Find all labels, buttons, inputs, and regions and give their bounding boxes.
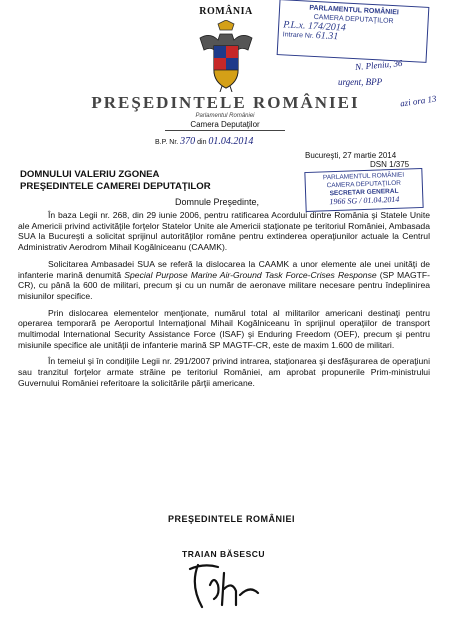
bp-label: B.P. Nr. [155, 139, 179, 146]
date-label: din [197, 139, 207, 146]
stamp-line: 1966 SG / 01.04.2014 [329, 194, 400, 207]
stamp-entry-label: Intrare Nr. [282, 31, 314, 40]
entry-stamp [277, 0, 430, 63]
country-heading: ROMÂNIA [199, 6, 253, 17]
reference-number: DSN 1/375 [370, 160, 410, 169]
stamp-line: PARLAMENTUL ROMÂNIEI [309, 4, 399, 17]
salutation: Domnule Preşedinte, [175, 197, 260, 207]
handwritten-note: N. Pleniu, 36 [354, 57, 403, 73]
paragraph-text: (SP MAGTF-CR), cu până la 600 de militari, precum şi cu un număr de aeronave militare necesare pentru îndeplinirea misiunilor specifice. [18, 269, 430, 301]
handwritten-signature-icon [160, 555, 270, 615]
place-date: Bucureşti, 27 martie 2014 [305, 151, 397, 160]
paragraph-text: Solicitarea Ambasadei SUA se referă la dislocarea la CAAMK a unor elemente ale unei unităţi de infanterie marină denumită [18, 258, 430, 280]
stamp-line: CAMERA DEPUTAŢILOR [326, 179, 402, 190]
paragraph: În baza Legii nr. 268, din 29 iunie 2006, pentru ratificarea Acordului dintre România şi Statele Unite ale Americii privind activităţile forţelor Statelor Unite ale Americii staţionate pe teritoriul României, Ambasada SUA la Bucureşti a solicitat sprijinul autorităţilor române pentru extinderea operaţiunilor actuale la Centrul Administrativ Aerodrom Mihail Kogălniceanu (CAAMK). [18, 210, 430, 253]
addressee-name: DOMNULUI VALERIU ZGONEA [20, 169, 160, 180]
institution-heading: PREŞEDINTELE ROMÂNIEI [91, 93, 360, 112]
bp-number: 370 [180, 136, 196, 147]
paragraph: În temeiul şi în condiţiile Legii nr. 291/2007 privind intrarea, staţionarea şi desfăşurarea de operaţiuni sau tranzitul forţelor armate străine pe teritoriul României, am aprobat propunerile Prim-ministrului Guvernului României referitoare la solicitările părţii americane. [18, 356, 430, 388]
handwritten-note: azi ora 13 [399, 93, 438, 109]
stamp-line: PARLAMENTUL ROMÂNIEI [322, 171, 405, 182]
letter-body [18, 210, 430, 395]
paragraph: Prin dislocarea elementelor menţionate, numărul total al militarilor americani destinaţi pentru operarea temporară pe Aeroportul Internaţional Mihail Kogălniceanu în sprijinul operaţiilor de transport multimodal International Security Assistance Force (ISAF) şi Enduring Freedom (OEF), precum şi pentru misiunile specifice ale unităţii de infanterie marină SP MAGTF-CR, este de maxim 1.600 de militari. [18, 307, 430, 350]
parliament-label: Parlamentul României [195, 113, 255, 119]
paragraph [18, 259, 430, 302]
stamp-line: P.L.x. 174/2014 [282, 19, 347, 34]
signatory-title: PREŞEDINTELE ROMÂNIEI [168, 514, 296, 524]
stamp-line: SECRETAR GENERAL [329, 187, 399, 198]
chamber-label: Camera Deputaţilor [165, 120, 285, 131]
stamp-entry-number: 61.31 [315, 30, 339, 43]
addressee-block [20, 169, 211, 192]
stamp-line: CAMERA DEPUTAŢILOR [313, 13, 394, 26]
registration-number-row [155, 136, 253, 147]
coat-of-arms-icon [196, 20, 256, 92]
signatory-name: TRAIAN BĂSESCU [182, 549, 266, 559]
secretary-general-stamp [304, 168, 423, 212]
unit-name: Special Purpose Marine Air-Ground Task Force-Crises Response [124, 269, 377, 280]
addressee-title: PREŞEDINTELE CAMEREI DEPUTAŢILOR [20, 180, 211, 192]
handwritten-note: urgent, BPP [338, 77, 383, 87]
registration-date: 01.04.2014 [208, 136, 254, 147]
